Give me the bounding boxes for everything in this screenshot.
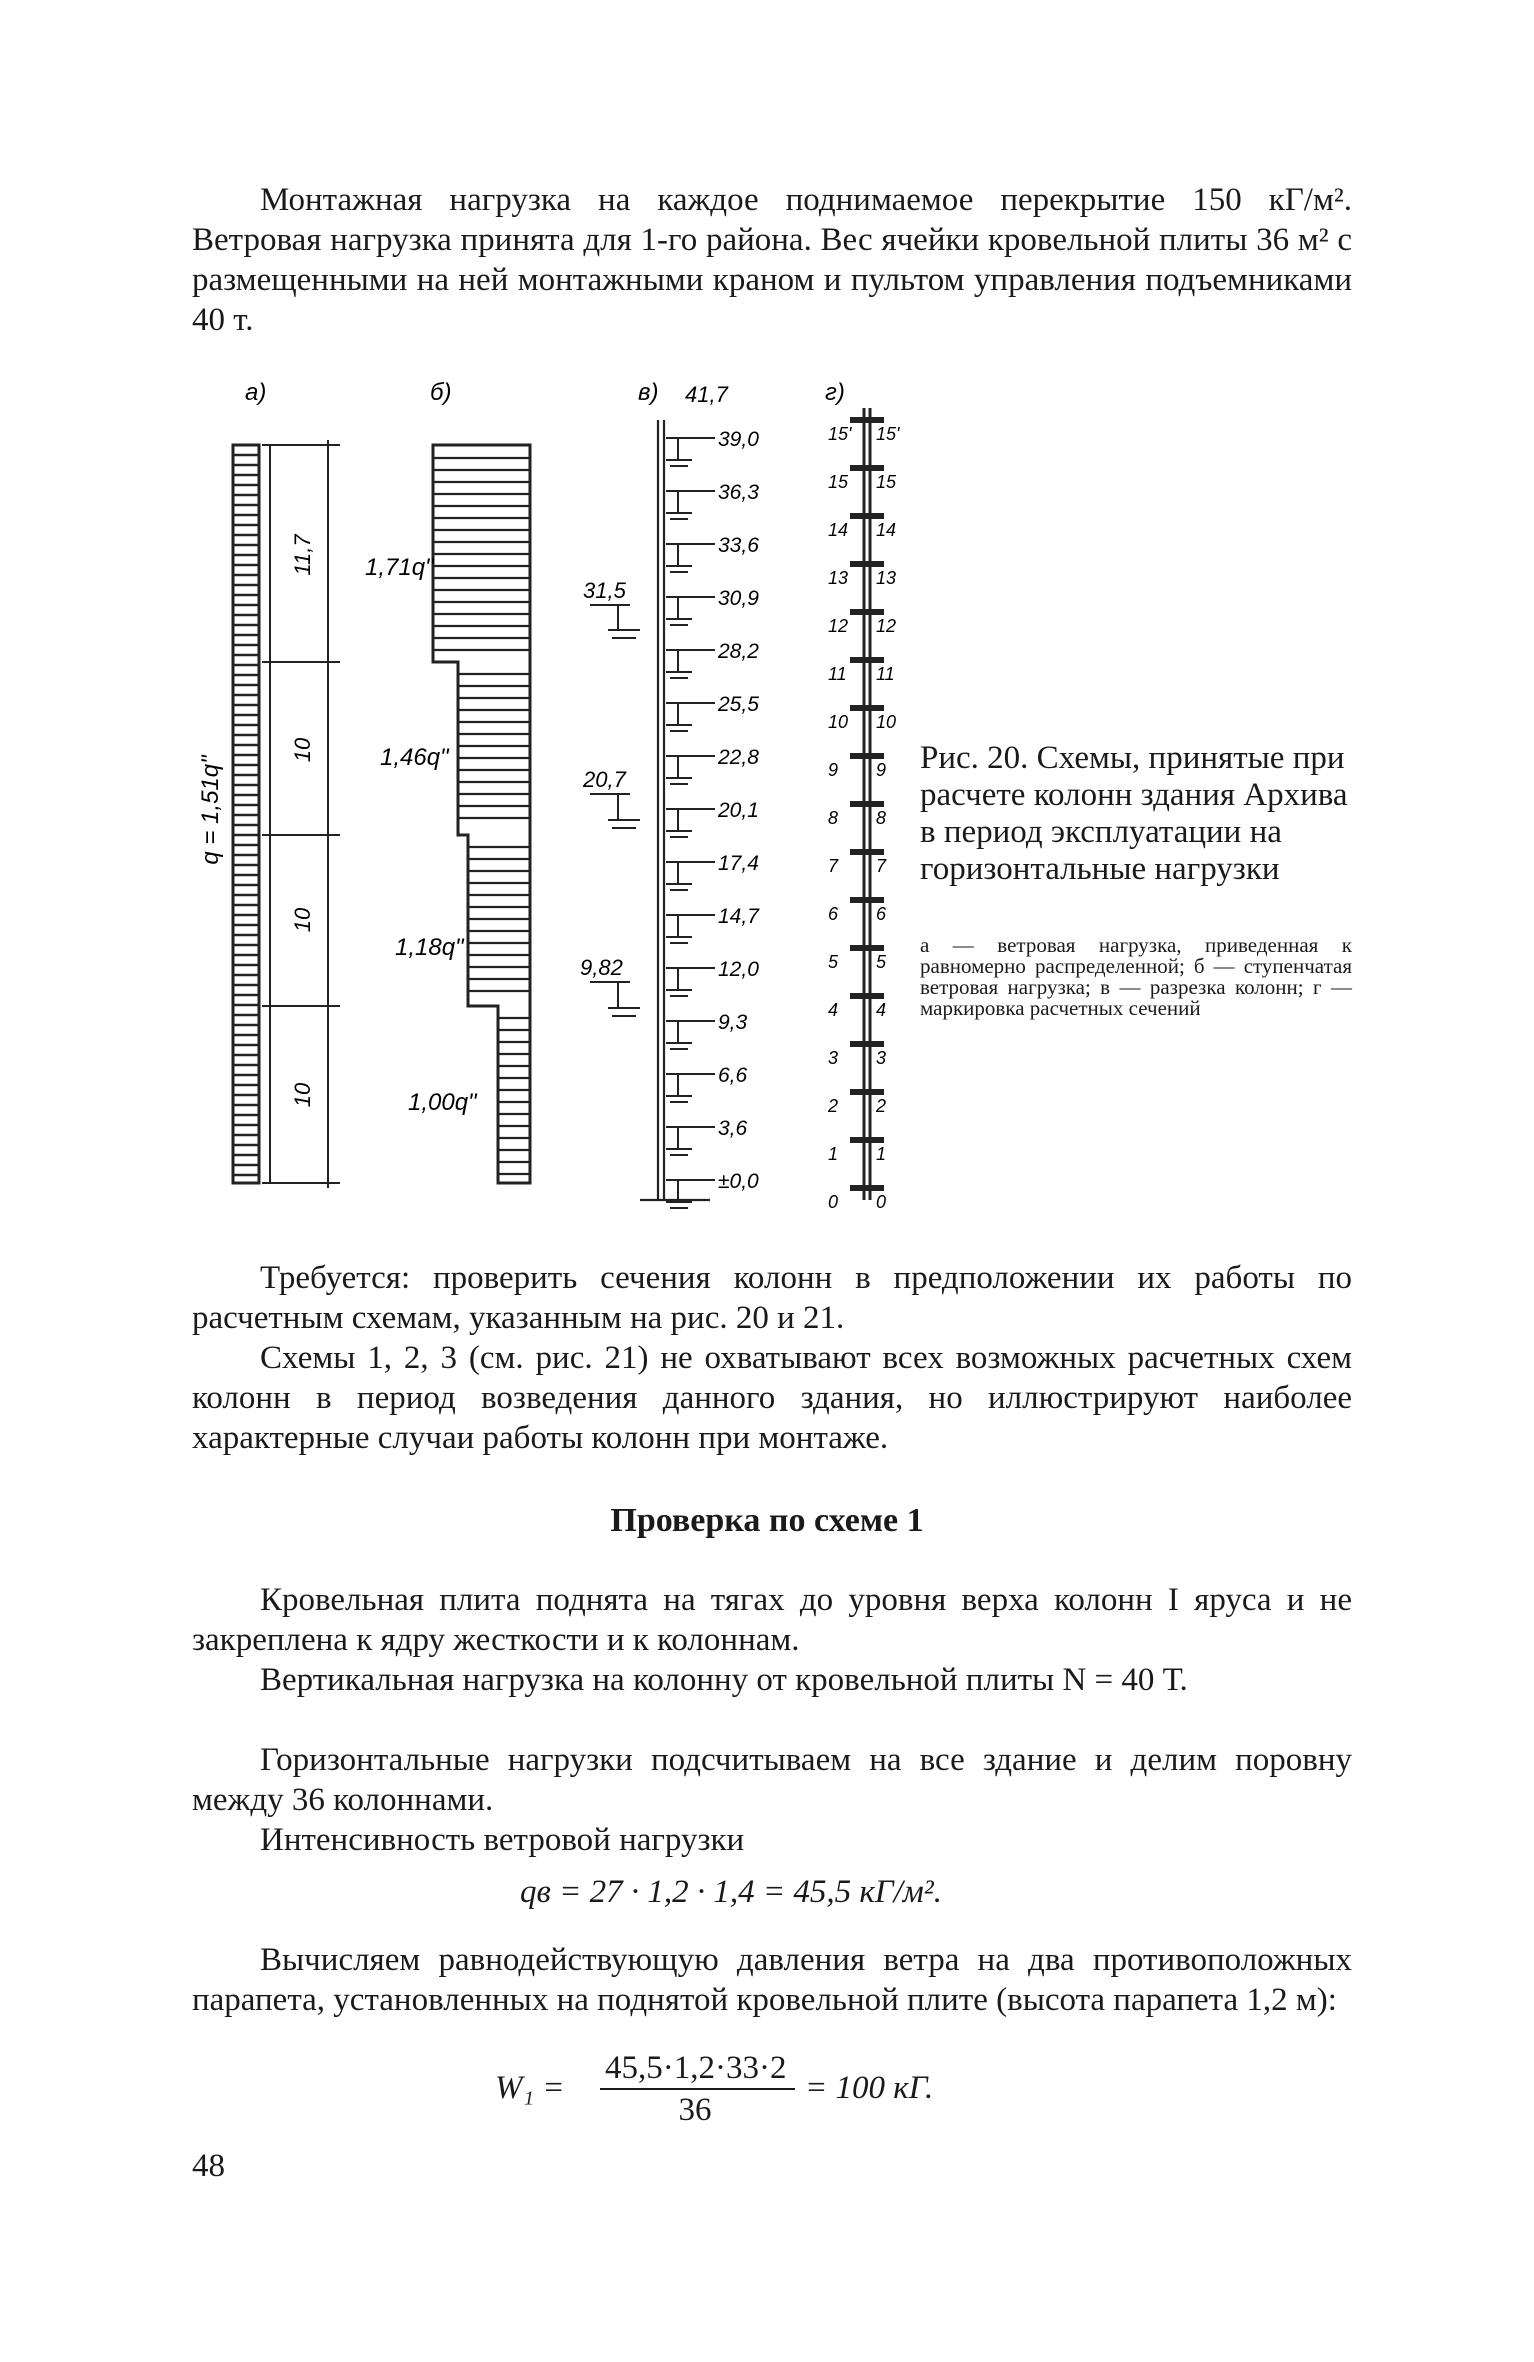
svg-text:7: 7 [876,856,887,876]
svg-text:13: 13 [876,568,897,588]
left-levels [580,578,640,1016]
svg-text:6,6: 6,6 [718,1064,748,1087]
svg-text:14: 14 [876,520,897,540]
section-mark [827,1089,886,1116]
svg-text:0: 0 [828,1192,839,1212]
svg-text:9: 9 [876,760,887,780]
svg-text:28,2: 28,2 [718,640,759,663]
level-mark [666,534,759,572]
span-label: 10 [290,1082,315,1108]
svg-text:9: 9 [828,760,839,780]
formula-wind-intensity: qв = 27 · 1,2 · 1,4 = 45,5 кГ/м². [520,1874,942,1910]
step-label: 1,00q" [408,1089,477,1116]
level-mark [666,852,759,890]
section-mark [828,849,887,876]
level-mark [666,958,759,996]
section-mark [828,1137,886,1164]
svg-text:±0,0: ±0,0 [718,1170,759,1193]
section-heading: Проверка по схеме 1 [610,1502,924,1539]
svg-text:9,3: 9,3 [718,1011,748,1034]
svg-text:7: 7 [828,856,839,876]
svg-text:20,1: 20,1 [718,799,759,822]
svg-text:3,6: 3,6 [718,1117,748,1140]
svg-text:5: 5 [828,952,839,972]
section-mark [828,801,886,828]
level-mark [666,428,759,466]
svg-text:33,6: 33,6 [718,534,759,557]
svg-text:3: 3 [876,1048,887,1068]
paragraph-requirement: Требуется: проверить сечения колонн в предположении их работы по расчетным схемам, указанным на рис. 20 и 21. [192,1260,1352,1336]
svg-text:36,3: 36,3 [718,481,759,504]
formula-lhs: W₁ = [495,2070,565,2106]
section-mark [828,897,887,924]
svg-text:15: 15 [828,472,849,492]
section-mark [828,705,896,732]
top-level-label: 41,7 [685,382,728,407]
svg-text:8: 8 [876,808,887,828]
panel-v-levels [666,428,760,1208]
figure-caption-legend: а — ветровая нагрузка, приведенная к равномерно распределенной; б — ступенчатая ветровая нагрузка; в — разрезка колонн; г — маркировка расчетных сечений [920,933,1352,1020]
section-mark [828,753,886,780]
paragraph-wind-intensity: Интенсивность ветровой нагрузки [260,1822,745,1858]
svg-text:39,0: 39,0 [718,428,759,451]
svg-text:8: 8 [828,808,839,828]
svg-text:3: 3 [828,1048,839,1068]
svg-text:22,8: 22,8 [718,746,759,769]
svg-text:10: 10 [876,712,897,732]
level-mark [666,1170,759,1208]
q-label: q = 1,51q" [197,755,224,865]
svg-text:0: 0 [876,1192,887,1212]
level-mark [666,746,759,784]
svg-text:12,0: 12,0 [718,958,759,981]
page-number: 48 [192,2148,225,2184]
svg-text:4: 4 [876,1000,887,1020]
section-mark [828,1185,886,1212]
panel-a [197,440,340,1188]
level-mark [666,1064,748,1102]
formula-rhs: = 100 кГ. [805,2070,934,2106]
svg-text:10: 10 [828,712,849,732]
paragraph-vertical-load: Вертикальная нагрузка на колонну от кровельной плиты N = 40 Т. [260,1662,1188,1698]
svg-text:25,5: 25,5 [718,693,759,716]
section-mark [828,1041,886,1068]
panel-b [365,445,530,1183]
section-mark [828,993,886,1020]
level-mark [666,1117,748,1155]
figure-20 [197,379,920,1240]
svg-text:4: 4 [828,1000,839,1020]
panel-label-g: г) [825,379,845,406]
svg-text:1: 1 [828,1144,839,1164]
svg-text:12: 12 [876,616,897,636]
level-mark [666,640,759,678]
svg-text:12: 12 [828,616,849,636]
paragraph-resultant: Вычисляем равнодействующую давления ветра на два противоположных парапета, установленных на поднятой кровельной плите (высота парапета 1,2 м): [192,1942,1352,2018]
section-mark [828,945,887,972]
panel-label-b: б) [430,379,452,406]
svg-text:15': 15' [828,424,852,444]
intro-paragraph: Монтажная нагрузка на каждое поднимаемое перекрытие 150 кГ/м². Ветровая нагрузка принята для 1-го района. Вес ячейки кровельной плиты 36 м² с размещенными на ней монтажными краном и пультом управления подъемниками 40 т. [192,182,1352,338]
panel-label-v: в) [638,379,659,406]
level-mark [666,481,759,519]
level-mark [666,905,760,943]
svg-text:17,4: 17,4 [718,852,759,875]
span-label: 11,7 [290,534,315,576]
svg-text:2: 2 [828,1096,839,1116]
svg-text:6: 6 [876,904,887,924]
svg-text:2: 2 [876,1096,887,1116]
span-label: 10 [290,907,315,933]
figure-caption-title: Рис. 20. Схемы, принятые при расчете колонн здания Архива в период эксплуатации на горизонтальные нагрузки [920,740,1348,887]
paragraph-schemes: Схемы 1, 2, 3 (см. рис. 21) не охватывают всех возможных расчетных схем колонн в период возведения данного здания, но иллюстрируют наиболее характерные случаи работы колонн при монтаже. [192,1340,1352,1456]
svg-text:5: 5 [876,952,887,972]
svg-text:14: 14 [828,520,849,540]
svg-text:15': 15' [876,424,900,444]
svg-text:30,9: 30,9 [718,587,759,610]
level-mark [666,799,759,837]
svg-text:11: 11 [876,664,895,684]
svg-text:11: 11 [828,664,847,684]
section-mark [828,561,896,588]
svg-text:15: 15 [876,472,897,492]
section-mark [828,609,896,636]
left-level-label: 31,5 [583,578,626,603]
step-label: 1,46q" [380,744,449,771]
paragraph-plate: Кровельная плита поднята на тягах до уровня верха колонн I яруса и не закреплена к ядру жесткости и к колоннам. [192,1582,1352,1658]
section-mark [828,657,895,684]
level-mark [666,1011,748,1049]
level-mark [666,587,759,625]
paragraph-horizontal-load: Горизонтальные нагрузки подсчитываем на все здание и делим поровну между 36 колоннами. [192,1742,1352,1818]
svg-text:1: 1 [876,1144,887,1164]
left-level-label: 9,82 [580,955,623,980]
section-mark [828,513,896,540]
formula-numerator: 45,5·1,2·33·2 [605,2050,787,2086]
left-level-label: 20,7 [583,767,626,792]
span-label: 10 [290,737,315,763]
panel-label-a: а) [245,379,267,406]
formula-denominator: 36 [678,2092,712,2128]
step-label: 1,18q" [395,934,464,961]
fraction-bar [600,2088,795,2090]
svg-text:14,7: 14,7 [718,905,759,928]
svg-text:13: 13 [828,568,849,588]
step-label: 1,71q" [365,554,434,581]
formula-resultant [495,2050,1055,2130]
level-mark [666,693,759,731]
svg-text:6: 6 [828,904,839,924]
